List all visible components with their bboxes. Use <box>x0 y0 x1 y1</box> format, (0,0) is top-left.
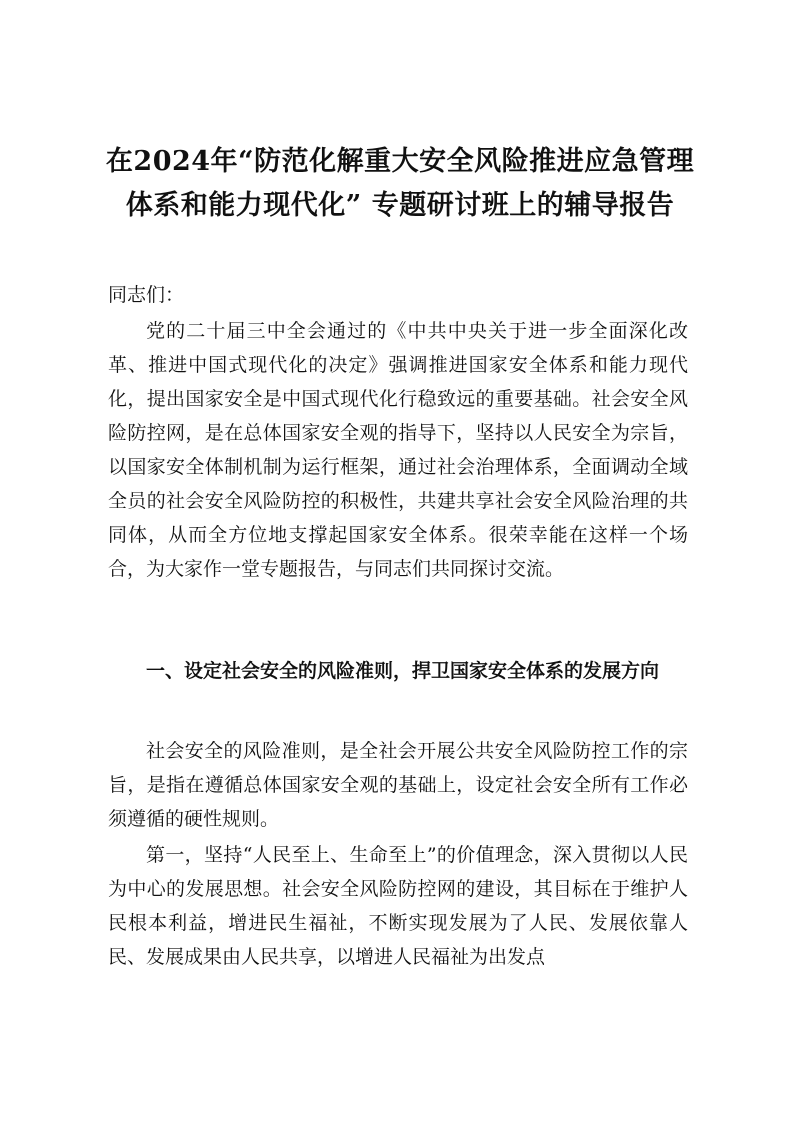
document-title: 在2024年“防范化解重大安全风险推进应急管理体系和能力现代化” 专题研讨班上的辅导报告 <box>105 146 695 221</box>
salutation: 同志们： <box>108 284 185 306</box>
section-heading: 一、设定社会安全的风险准则，捍卫国家安全体系的发展方向 <box>146 660 660 682</box>
body-paragraph: 第一，坚持“人民至上、生命至上”的价值理念，深入贯彻以人民为中心的发展思想。社会安全风险防控网的建设，其目标在于维护人民根本利益，增进民生福祉，不断实现发展为了人民、发展依靠人民、发展成果由人民共享，以增进人民福祉为出发点 <box>108 844 688 968</box>
intro-paragraph: 党的二十届三中全会通过的《中共中央关于进一步全面深化改革、推进中国式现代化的决定》强调推进国家安全体系和能力现代化，提出国家安全是中国式现代化行稳致远的重要基础。社会安全风险防控网，是在总体国家安全观的指导下，坚持以人民安全为宗旨，以国家安全体制机制为运行框架，通过社会治理体系，全面调动全域全员的社会安全风险防控的积极性，共建共享社会安全风险治理的共同体，从而全方位地支撑起国家安全体系。很荣幸能在这样一个场合，为大家作一堂专题报告，与同志们共同探讨交流。 <box>108 320 688 580</box>
body-paragraph: 社会安全的风险准则，是全社会开展公共安全风险防控工作的宗旨，是指在遵循总体国家安全观的基础上，设定社会安全所有工作必须遵循的硬性规则。 <box>108 740 688 830</box>
